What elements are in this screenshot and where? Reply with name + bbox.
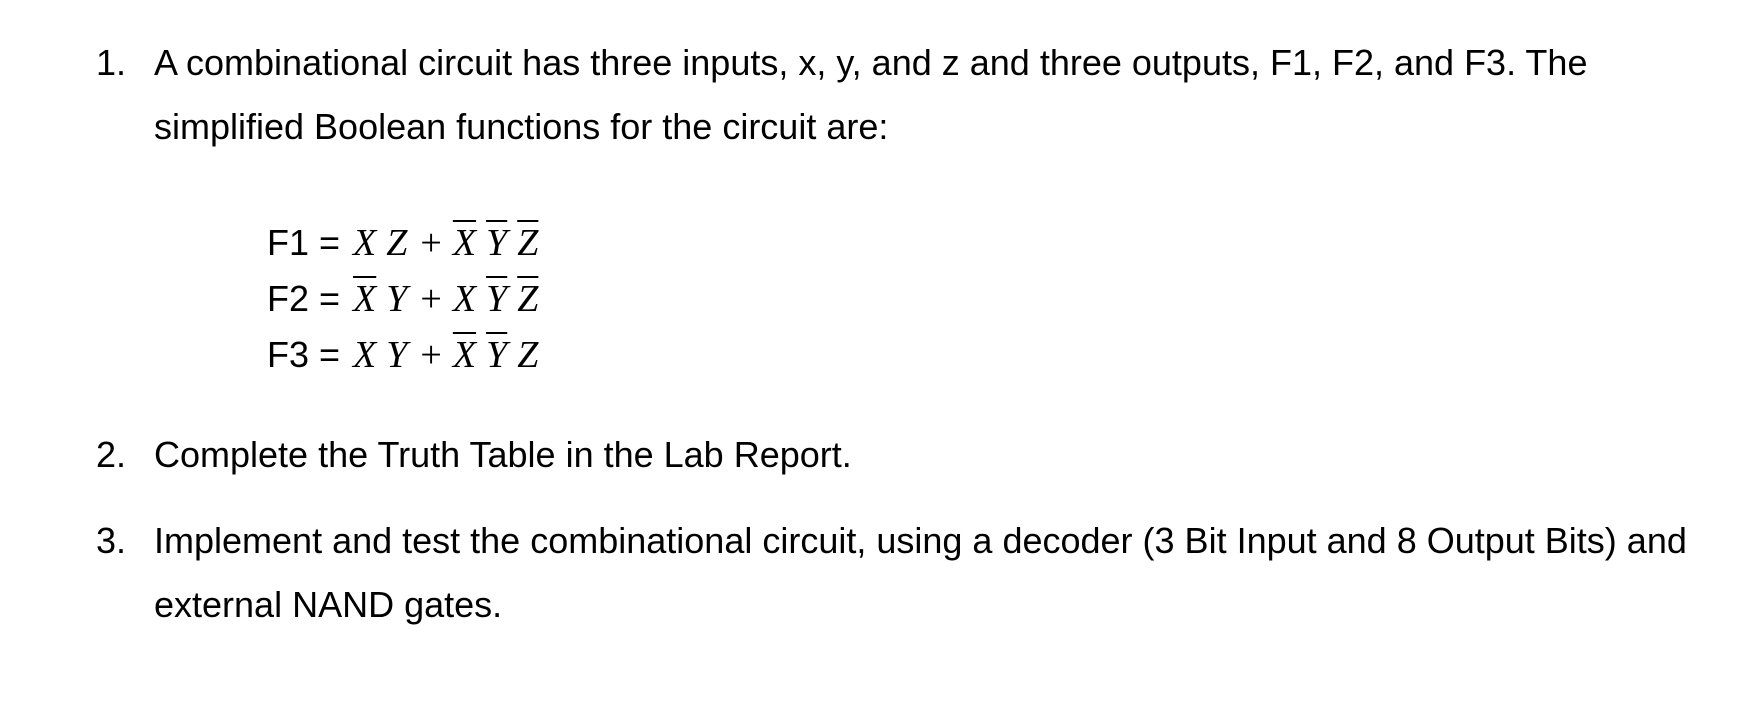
equation-name: F1 [267,222,310,263]
list-item-1 [96,31,1696,159]
variable: X [353,222,377,264]
or-operator: + [420,278,442,320]
list-item-text: Implement and test the combinational circuit, using a decoder (3 Bit Input and 8 Output Bits) and external NAND gates. [154,520,1687,625]
complemented-variable: Y [486,334,508,376]
boolean-equations [267,215,545,383]
complemented-variable: Z [517,222,539,264]
complemented-variable: X [452,222,477,264]
variable: Y [386,334,408,376]
equation-f2 [267,271,545,327]
list-item-text: Complete the Truth Table in the Lab Report. [154,434,852,475]
variable: X [353,334,377,376]
equals-sign: = [319,222,341,263]
complemented-variable: Y [486,222,508,264]
or-operator: + [420,334,442,376]
complemented-variable: X [452,334,477,376]
equation-f1 [267,215,545,271]
or-operator: + [420,222,442,264]
variable: X [452,278,477,320]
equals-sign: = [319,334,341,375]
list-item-number: 2. [96,434,127,475]
list-item-3 [96,509,1696,637]
complemented-variable: X [353,278,377,320]
variable: Y [386,278,408,320]
equation-name: F2 [267,278,310,319]
variable: Z [517,334,539,376]
list-item-text: A combinational circuit has three inputs, x, y, and z and three outputs, F1, F2, and F3. The simplified Boolean functions for the circuit are: [154,42,1588,147]
list-item-number: 3. [96,520,127,561]
list-item-2 [96,423,1696,487]
variable: Z [386,222,408,264]
complemented-variable: Z [517,278,539,320]
equals-sign: = [319,278,341,319]
equation-name: F3 [267,334,310,375]
list-item-number: 1. [96,42,127,83]
complemented-variable: Y [486,278,508,320]
equation-f3 [267,327,545,383]
